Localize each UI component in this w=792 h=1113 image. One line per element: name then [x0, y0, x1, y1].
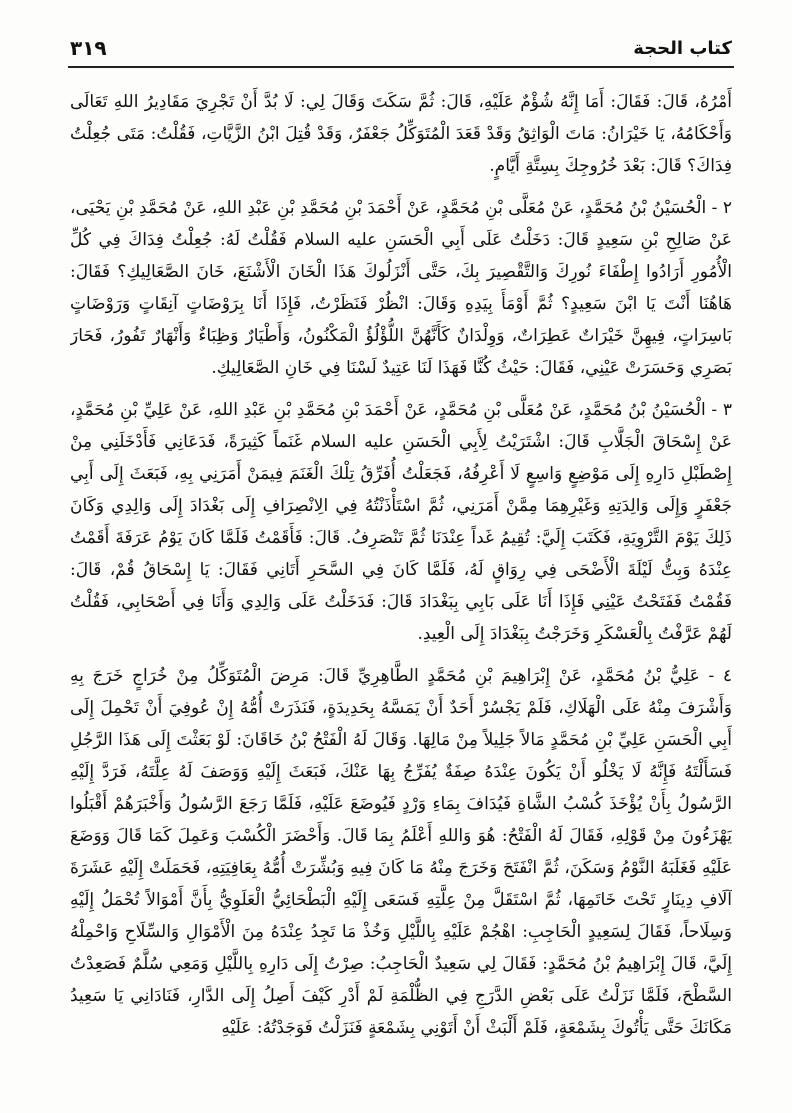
- running-header: [70, 30, 732, 66]
- paragraph-continuation: أَمْرُهُ، قَالَ: فَقَالَ: أَمَا إِنَّهُ شُؤْمٌ عَلَيْهِ، قَالَ: ثُمَّ سَكَتَ وَقَالَ لِي: لَا بُدَّ أَنْ تَجْرِيَ مَقَادِيرُ اللهِ تَعَالَى وَأَحْكَامُهُ، يَا خَيْرَانُ: مَاتَ الْوَاثِقُ وَقَدْ قَعَدَ الْمُتَوَكِّلُ جَعْفَرٌ، وَقَدْ قُتِلَ ابْنُ الزَّيَّاتِ، فَقُلْتُ: مَتَى جُعِلْتُ فِدَاكَ؟ قَالَ: بَعْدَ خُرُوجِكَ بِسِتَّةِ أَيَّامٍ.: [70, 92, 732, 176]
- header-rule: [68, 66, 734, 68]
- hadith-4: ٤ - عَلِيُّ بْنُ مُحَمَّدٍ، عَنْ إِبْرَاهِيمَ بْنِ مُحَمَّدٍ الطَّاهِرِيِّ قَالَ: مَرِضَ الْمُتَوَكِّلُ مِنْ خُرَاجٍ خَرَجَ بِهِ وَأَشْرَفَ مِنْهُ عَلَى الْهَلَاكِ، فَلَمْ يَجْسُرْ أَحَدٌ أَنْ يَمَسَّهُ بِحَدِيدَةٍ، فَنَذَرَتْ أُمُّهُ إِنْ عُوفِيَ أَنْ تَحْمِلَ إِلَى أَبِي الْحَسَنِ عَلِيِّ بْنِ مُحَمَّدٍ مَالاً جَلِيلاً مِنْ مَالِهَا. وَقَالَ لَهُ الْفَتْحُ بْنُ خَاقَانَ: لَوْ بَعَثْتَ إِلَى هَذَا الرَّجُلِ فَسَأَلْتَهُ فَإِنَّهُ لَا يَخْلُو أَنْ يَكُونَ عِنْدَهُ صِفَةٌ يُفَرِّجُ بِهَا عَنْكَ، فَبَعَثَ إِلَيْهِ وَوَصَفَ لَهُ عِلَّتَهُ، فَرَدَّ إِلَيْهِ الرَّسُولُ بِأَنْ يُؤْخَذَ كُسْبُ الشَّاةِ فَيُدَافَ بِمَاءِ وَرْدٍ فَيُوضَعَ عَلَيْهِ، فَلَمَّا رَجَعَ الرَّسُولُ وَأَخْبَرَهُمْ أَقْبَلُوا يَهْزَءُونَ مِنْ قَوْلِهِ، فَقَالَ لَهُ الْفَتْحُ: هُوَ وَاللهِ أَعْلَمُ بِمَا قَالَ. وَأَحْضَرَ الْكُسْبَ وَعَمِلَ كَمَا قَالَ وَوَضَعَ عَلَيْهِ فَغَلَبَهُ النَّوْمُ وَسَكَنَ، ثُمَّ انْفَتَحَ وَخَرَجَ مِنْهُ مَا كَانَ فِيهِ وَبُشِّرَتْ أُمُّهُ بِعَافِيَتِهِ، فَحَمَلَتْ إِلَيْهِ عَشَرَةَ آلَافِ دِينَارٍ تَحْتَ خَاتَمِهَا، ثُمَّ اسْتَقَلَّ مِنْ عِلَّتِهِ فَسَعَى إِلَيْهِ الْبَطْحَائِيُّ الْعَلَوِيُّ بِأَنَّ أَمْوَالاً تُحْمَلُ إِلَيْهِ وَسِلَاحاً، فَقَالَ لِسَعِيدٍ الْحَاجِبِ: اهْجُمْ عَلَيْهِ بِاللَّيْلِ وَخُذْ مَا تَجِدُ عِنْدَهُ مِنَ الْأَمْوَالِ وَالسِّلَاحِ وَاحْمِلْهُ إِلَيَّ، قَالَ إِبْرَاهِيمُ بْنُ مُحَمَّدٍ: فَقَالَ لِي سَعِيدٌ الْحَاجِبُ: صِرْتُ إِلَى دَارِهِ بِاللَّيْلِ وَمَعِي سُلَّمٌ فَصَعِدْتُ السَّطْحَ، فَلَمَّا نَزَلْتُ عَلَى بَعْضِ الدَّرَجِ فِي الظُّلْمَةِ لَمْ أَدْرِ كَيْفَ أَصِلُ إِلَى الدَّارِ، فَنَادَانِي يَا سَعِيدُ مَكَانَكَ حَتَّى يَأْتُوكَ بِشَمْعَةٍ، فَلَمْ أَلْبَثْ أَنْ أَتَوْنِي بِشَمْعَةٍ فَنَزَلْتُ فَوَجَدْتُهُ: عَلَيْهِ: [70, 666, 732, 1038]
- hadith-2: ٢ - الْحُسَيْنُ بْنُ مُحَمَّدٍ، عَنْ مُعَلَّى بْنِ مُحَمَّدٍ، عَنْ أَحْمَدَ بْنِ مُحَمَّدِ بْنِ عَبْدِ اللهِ، عَنْ مُحَمَّدِ بْنِ يَحْيَى، عَنْ صَالِحِ بْنِ سَعِيدٍ قَالَ: دَخَلْتُ عَلَى أَبِي الْحَسَنِ عليه السلام فَقُلْتُ لَهُ: جُعِلْتُ فِدَاكَ فِي كُلِّ الْأُمُورِ أَرَادُوا إِطْفَاءَ نُورِكَ وَالتَّقْصِيرَ بِكَ، حَتَّى أَنْزَلُوكَ هَذَا الْخَانَ الْأَشْنَعَ، خَانَ الصَّعَالِيكِ؟ فَقَالَ: هَاهُنَا أَنْتَ يَا ابْنَ سَعِيدٍ؟ ثُمَّ أَوْمَأَ بِيَدِهِ وَقَالَ: انْظُرْ فَنَظَرْتُ، فَإِذَا أَنَا بِرَوْضَاتٍ آنِقَاتٍ وَرَوْضَاتٍ بَاسِرَاتٍ، فِيهِنَّ خَيْرَاتٌ عَطِرَاتٌ، وَوِلْدَانٌ كَأَنَّهُنَّ اللُّؤْلُؤُ الْمَكْنُونُ، وَأَطْيَارٌ وَظِبَاءٌ وَأَنْهَارٌ تَفُورُ، فَحَارَ بَصَرِي وَحَسَرَتْ عَيْنِي، فَقَالَ: حَيْثُ كُنَّا فَهَذَا لَنَا عَتِيدٌ لَسْنَا فِي خَانِ الصَّعَالِيكِ.: [70, 198, 732, 378]
- page-number: ٣١٩: [70, 36, 107, 60]
- book-title: كتاب الحجة: [633, 37, 732, 59]
- page-body: [70, 86, 732, 1113]
- hadith-3: ٣ - الْحُسَيْنُ بْنُ مُحَمَّدٍ، عَنْ مُعَلَّى بْنِ مُحَمَّدٍ، عَنْ أَحْمَدَ بْنِ مُحَمَّدِ بْنِ عَبْدِ اللهِ، عَنْ عَلِيِّ بْنِ مُحَمَّدٍ، عَنْ إِسْحَاقَ الْجَلَّابِ قَالَ: اشْتَرَيْتُ لِأَبِي الْحَسَنِ عليه السلام غَنَماً كَثِيرَةً، فَدَعَانِي فَأَدْخَلَنِي مِنْ إِصْطَبْلِ دَارِهِ إِلَى مَوْضِعٍ وَاسِعٍ لَا أَعْرِفُهُ، فَجَعَلْتُ أُفَرِّقُ تِلْكَ الْغَنَمَ فِيمَنْ أَمَرَنِي بِهِ، فَبَعَثَ إِلَى أَبِي جَعْفَرٍ وَإِلَى وَالِدَتِهِ وَغَيْرِهِمَا مِمَّنْ أَمَرَنِي، ثُمَّ اسْتَأْذَنْتُهُ فِي الِانْصِرَافِ إِلَى بَغْدَادَ إِلَى وَالِدِي وَكَانَ ذَلِكَ يَوْمَ التَّرْوِيَةِ، فَكَتَبَ إِلَيَّ: تُقِيمُ غَداً عِنْدَنَا ثُمَّ تَنْصَرِفُ. قَالَ: فَأَقَمْتُ فَلَمَّا كَانَ يَوْمُ عَرَفَةَ أَقَمْتُ عِنْدَهُ وَبِتُّ لَيْلَةَ الْأَضْحَى فِي رِوَاقٍ لَهُ، فَلَمَّا كَانَ فِي السَّحَرِ أَتَانِي فَقَالَ: يَا إِسْحَاقُ قُمْ، قَالَ: فَقُمْتُ فَفَتَحْتُ عَيْنِي فَإِذَا أَنَا عَلَى بَابِي بِبَغْدَادَ قَالَ: فَدَخَلْتُ عَلَى وَالِدِي وَأَنَا فِي أَصْحَابِي، فَقُلْتُ لَهُمْ عَرَّفْتُ بِالْعَسْكَرِ وَخَرَجْتُ بِبَغْدَادَ إِلَى الْعِيدِ.: [70, 400, 732, 644]
